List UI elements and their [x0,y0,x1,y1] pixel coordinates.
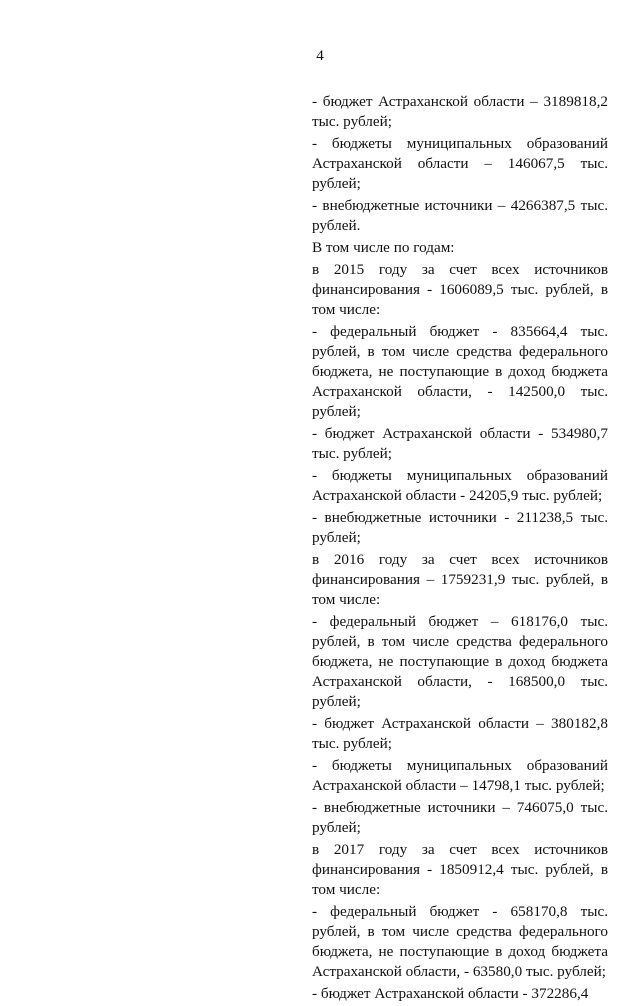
paragraph-2017-federal: - федеральный бюджет - 658170,8 тыс. рублей, в том числе средства федерального бюджета, не поступающие в доход бюджета Астраханской области, - 63580,0 тыс. рублей; [312,903,608,980]
paragraph-2015-extrabudgetary: - внебюджетные источники - 211238,5 тыс. рублей; [312,509,608,546]
paragraph-2016-total: в 2016 году за счет всех источников финансирования – 1759231,9 тыс. рублей, в том числе: [312,551,608,608]
paragraph-municipal-budgets-total: - бюджеты муниципальных образований Астраханской области – 146067,5 тыс. рублей; [312,135,608,192]
paragraph-2015-federal: - федеральный бюджет - 835664,4 тыс. рублей, в том числе средства федерального бюджета, не поступающие в доход бюджета Астраханской области, - 142500,0 тыс. рублей; [312,323,608,420]
paragraph-2016-extrabudgetary: - внебюджетные источники – 746075,0 тыс. рублей; [312,799,608,836]
paragraph-2017-total: в 2017 году за счет всех источников финансирования - 1850912,4 тыс. рублей, в том числе: [312,841,608,898]
paragraph-2015-regional: - бюджет Астраханской области - 534980,7 тыс. рублей; [312,425,608,462]
page-number: 4 [316,48,324,64]
document-body [312,92,608,1006]
paragraph-2015-total: в 2015 году за счет всех источников финансирования - 1606089,5 тыс. рублей, в том числе: [312,261,608,318]
paragraph-2016-federal: - федеральный бюджет – 618176,0 тыс. рублей, в том числе средства федерального бюджета, не поступающие в доход бюджета Астраханской области, - 168500,0 тыс. рублей; [312,613,608,710]
paragraph-extrabudgetary-total: - внебюджетные источники – 4266387,5 тыс. рублей. [312,197,608,234]
paragraph-by-years-heading: В том числе по годам: [312,239,455,256]
paragraph-2017-regional: - бюджет Астраханской области - 372286,4 [312,985,589,1002]
paragraph-regional-budget-total: - бюджет Астраханской области – 3189818,2 тыс. рублей; [312,93,608,130]
paragraph-2016-regional: - бюджет Астраханской области – 380182,8 тыс. рублей; [312,715,608,752]
paragraph-2016-municipal: - бюджеты муниципальных образований Астраханской области – 14798,1 тыс. рублей; [312,757,608,794]
paragraph-2015-municipal: - бюджеты муниципальных образований Астраханской области - 24205,9 тыс. рублей; [312,467,608,504]
